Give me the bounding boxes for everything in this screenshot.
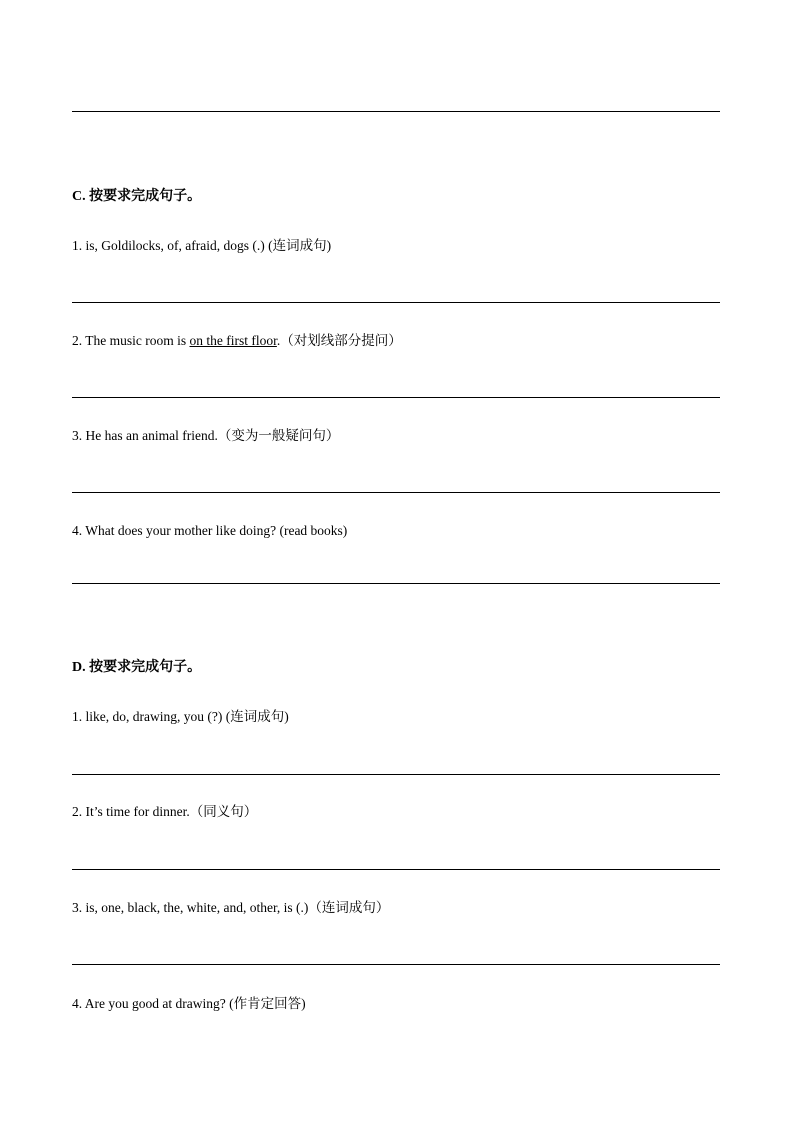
question-text: 2. The music room is [72,333,190,348]
section-d-question-1: 1. like, do, drawing, you (?) (连词成句) [72,709,289,724]
section-d-question-3: 3. is, one, black, the, white, and, other, is (.)（连词成句） [72,900,390,915]
underlined-phrase: on the first floor [189,333,277,348]
section-c-question-1: 1. is, Goldilocks, of, afraid, dogs (.) (连词成句) [72,238,332,253]
answer-line [72,397,720,398]
question-text: .（对划线部分提问） [276,333,402,348]
answer-line [72,583,720,584]
answer-line [72,111,720,112]
section-d-question-2: 2. It’s time for dinner.（同义句） [72,804,258,819]
section-c-heading: C. 按要求完成句子。 [72,189,202,204]
section-d-heading: D. 按要求完成句子。 [72,660,202,675]
answer-line [72,492,720,493]
section-c-question-2 [72,332,402,350]
section-c-question-3: 3. He has an animal friend.（变为一般疑问句） [72,428,340,443]
answer-line [72,774,720,775]
answer-line [72,964,720,965]
answer-line [72,869,720,870]
answer-line [72,302,720,303]
section-c-question-4: 4. What does your mother like doing? (read books) [72,523,348,538]
section-d-question-4: 4. Are you good at drawing? (作肯定回答) [72,996,306,1011]
